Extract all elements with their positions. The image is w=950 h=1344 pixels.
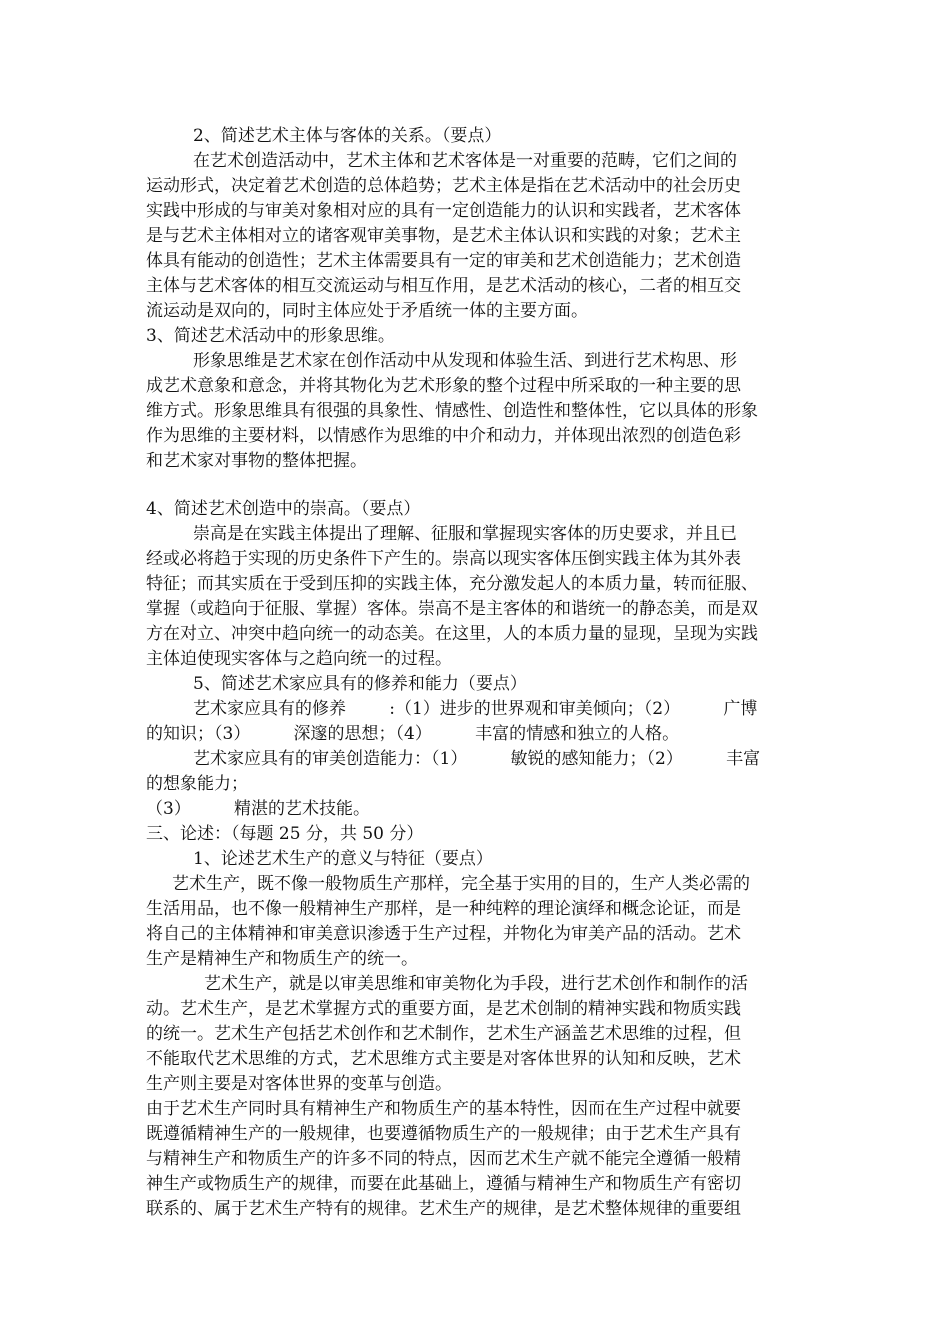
paragraph-line: 动。艺术生产，是艺术掌握方式的重要方面，是艺术创制的精神实践和物质实践 — [146, 999, 741, 1019]
heading-question-5: 5、简述艺术家应具有的修养和能力（要点） — [193, 674, 527, 694]
paragraph-line: 神生产或物质生产的规律，而要在此基础上，遵循与精神生产和物质生产有密切 — [146, 1174, 741, 1194]
paragraph-line: 由于艺术生产同时具有精神生产和物质生产的基本特性，因而在生产过程中就要 — [146, 1099, 741, 1119]
paragraph-line: 艺术生产，既不像一般物质生产那样，完全基于实用的目的，生产人类必需的 — [172, 874, 750, 894]
paragraph-line: 既遵循精神生产的一般规律，也要遵循物质生产的一般规律；由于艺术生产具有 — [146, 1124, 741, 1144]
paragraph-line: 实践中形成的与审美对象相对应的具有一定创造能力的认识和实践者，艺术客体 — [146, 201, 741, 221]
paragraph-line: 形象思维是艺术家在创作活动中从发现和体验生活、到进行艺术构思、形 — [193, 351, 737, 371]
paragraph-line: 特征；而其实质在于受到压抑的实践主体，充分激发起人的本质力量，转而征服、 — [146, 574, 758, 594]
paragraph-line: 联系的、属于艺术生产特有的规律。艺术生产的规律，是艺术整体规律的重要组 — [146, 1199, 741, 1219]
paragraph-line: 生产则主要是对客体世界的变革与创造。 — [146, 1074, 452, 1094]
paragraph-line: 艺术生产，就是以审美思维和审美物化为手段，进行艺术创作和制作的活 — [204, 974, 748, 994]
paragraph-line: 经或必将趋于实现的历史条件下产生的。崇高以现实客体压倒实践主体为其外表 — [146, 549, 741, 569]
heading-question-2: 2、简述艺术主体与客体的关系。（要点） — [193, 126, 502, 146]
paragraph-line: 主体与艺术客体的相互交流运动与相互作用，是艺术活动的核心，二者的相互交 — [146, 276, 741, 296]
paragraph-line: 是与艺术主体相对立的诸客观审美事物，是艺术主体认识和实践的对象；艺术主 — [146, 226, 741, 246]
paragraph-line: 掌握（或趋向于征服、掌握）客体。崇高不是主客体的和谐统一的静态美，而是双 — [146, 599, 758, 619]
paragraph-line: 的想象能力； — [146, 774, 248, 794]
paragraph-line: 体具有能动的创造性；艺术主体需要具有一定的审美和艺术创造能力；艺术创造 — [146, 251, 741, 271]
paragraph-line: 方在对立、冲突中趋向统一的动态美。在这里，人的本质力量的显现，呈现为实践 — [146, 624, 758, 644]
section-heading-essay: 三、论述：（每题 25 分，共 50 分） — [146, 824, 424, 844]
paragraph-line: 在艺术创造活动中，艺术主体和艺术客体是一对重要的范畴，它们之间的 — [193, 151, 737, 171]
paragraph-line: 主体迫使现实客体与之趋向统一的过程。 — [146, 649, 452, 669]
paragraph-line: 崇高是在实践主体提出了理解、征服和掌握现实客体的历史要求，并且已 — [193, 524, 737, 544]
paragraph-line: 成艺术意象和意念，并将其物化为艺术形象的整个过程中所采取的一种主要的思 — [146, 376, 741, 396]
paragraph-line: 维方式。形象思维具有很强的具象性、情感性、创造性和整体性，它以具体的形象 — [146, 401, 758, 421]
paragraph-line: 运动形式，决定着艺术创造的总体趋势；艺术主体是指在艺术活动中的社会历史 — [146, 176, 741, 196]
paragraph-line: 艺术家应具有的审美创造能力：（1） 敏锐的感知能力；（2） 丰富 — [193, 749, 761, 769]
paragraph-line: （3） 精湛的艺术技能。 — [146, 799, 371, 819]
heading-essay-question-1: 1、论述艺术生产的意义与特征（要点） — [193, 849, 493, 869]
paragraph-line: 和艺术家对事物的整体把握。 — [146, 451, 367, 471]
paragraph-line: 将自己的主体精神和审美意识渗透于生产过程，并物化为审美产品的活动。艺术 — [146, 924, 741, 944]
paragraph-line: 的知识；（3） 深邃的思想；（4） 丰富的情感和独立的人格。 — [146, 724, 680, 744]
paragraph-line: 生产是精神生产和物质生产的统一。 — [146, 949, 418, 969]
paragraph-line: 不能取代艺术思维的方式，艺术思维方式主要是对客体世界的认知和反映，艺术 — [146, 1049, 741, 1069]
paragraph-line: 与精神生产和物质生产的许多不同的特点，因而艺术生产就不能完全遵循一般精 — [146, 1149, 741, 1169]
heading-question-3: 3、简述艺术活动中的形象思维。 — [146, 326, 395, 346]
paragraph-line: 的统一。艺术生产包括艺术创作和艺术制作，艺术生产涵盖艺术思维的过程，但 — [146, 1024, 741, 1044]
heading-question-4: 4、简述艺术创造中的崇高。（要点） — [146, 499, 421, 519]
paragraph-line: 流运动是双向的，同时主体应处于矛盾统一体的主要方面。 — [146, 301, 588, 321]
paragraph-line: 艺术家应具有的修养 :（1）进步的世界观和审美倾向；（2） 广博 — [193, 699, 758, 719]
paragraph-line: 作为思维的主要材料，以情感作为思维的中介和动力，并体现出浓烈的创造色彩 — [146, 426, 741, 446]
paragraph-line: 生活用品，也不像一般精神生产那样，是一种纯粹的理论演绎和概念论证，而是 — [146, 899, 741, 919]
